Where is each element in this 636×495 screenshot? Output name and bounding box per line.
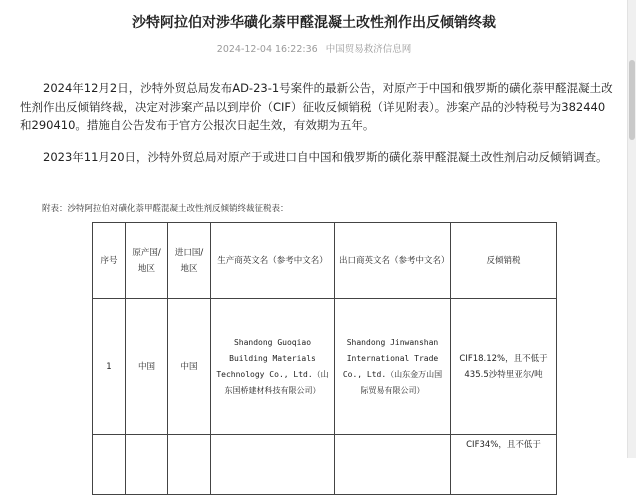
row-exporter: Shandong Jinwanshan International Trade Co., Ltd.（山东金万山国际贸易有限公司） [335,299,451,435]
header-producer: 生产商英文名（参考中文名） [211,223,335,299]
duty-table [92,222,557,495]
row-origin [126,435,168,495]
row-export: 中国 [168,299,211,435]
header-export: 进口国/地区 [168,223,211,299]
row-no [93,435,126,495]
row-origin: 中国 [126,299,168,435]
row-producer: Shandong Guoqiao Building Materials Technology Co., Ltd.（山东国桥建材科技有限公司） [211,299,335,435]
header-origin: 原产国/地区 [126,223,168,299]
header-exporter: 出口商英文名（参考中文名） [335,223,451,299]
row-no: 1 [93,299,126,435]
row-exporter [335,435,451,495]
article-title: 沙特阿拉伯对涉华磺化萘甲醛混凝土改性剂作出反倾销终裁 [132,15,496,31]
article-meta [0,41,628,55]
table-row [93,435,557,495]
row-duty: CIF18.12%，且不低于435.5沙特里亚尔/吨 [451,299,557,435]
table-caption: 附表：沙特阿拉伯对磺化萘甲醛混凝土改性剂反倾销终裁征税表： [42,204,289,214]
scrollbar-thumb[interactable] [629,60,635,140]
table-row [93,299,557,435]
header-duty: 反倾销税 [451,223,557,299]
paragraph-1: 2024年12月2日，沙特外贸总局发布AD-23-1号案件的最新公告，对原产于中国和俄罗斯的磺化萘甲醛混凝土改性剂作出反倾销终裁，决定对涉案产品以到岸价（CIF）征收反倾销税（详见附表）。涉案产品的沙特税号为382440和290410。措施自公告发布于官方公报次日起生效，有效期为五年。 [20,81,613,132]
row-duty: CIF34%，且不低于 [451,435,557,495]
table-header-row [93,223,557,299]
vertical-scrollbar[interactable] [627,0,636,458]
row-export [168,435,211,495]
row-producer [211,435,335,495]
paragraph-2: 2023年11月20日，沙特外贸总局对原产于或进口自中国和俄罗斯的磺化萘甲醛混凝土改性剂启动反倾销调查。 [43,150,608,164]
source-name: 中国贸易救济信息网 [325,44,412,55]
header-no: 序号 [93,223,126,299]
publish-datetime: 2024-12-04 16:22:36 [216,44,318,55]
